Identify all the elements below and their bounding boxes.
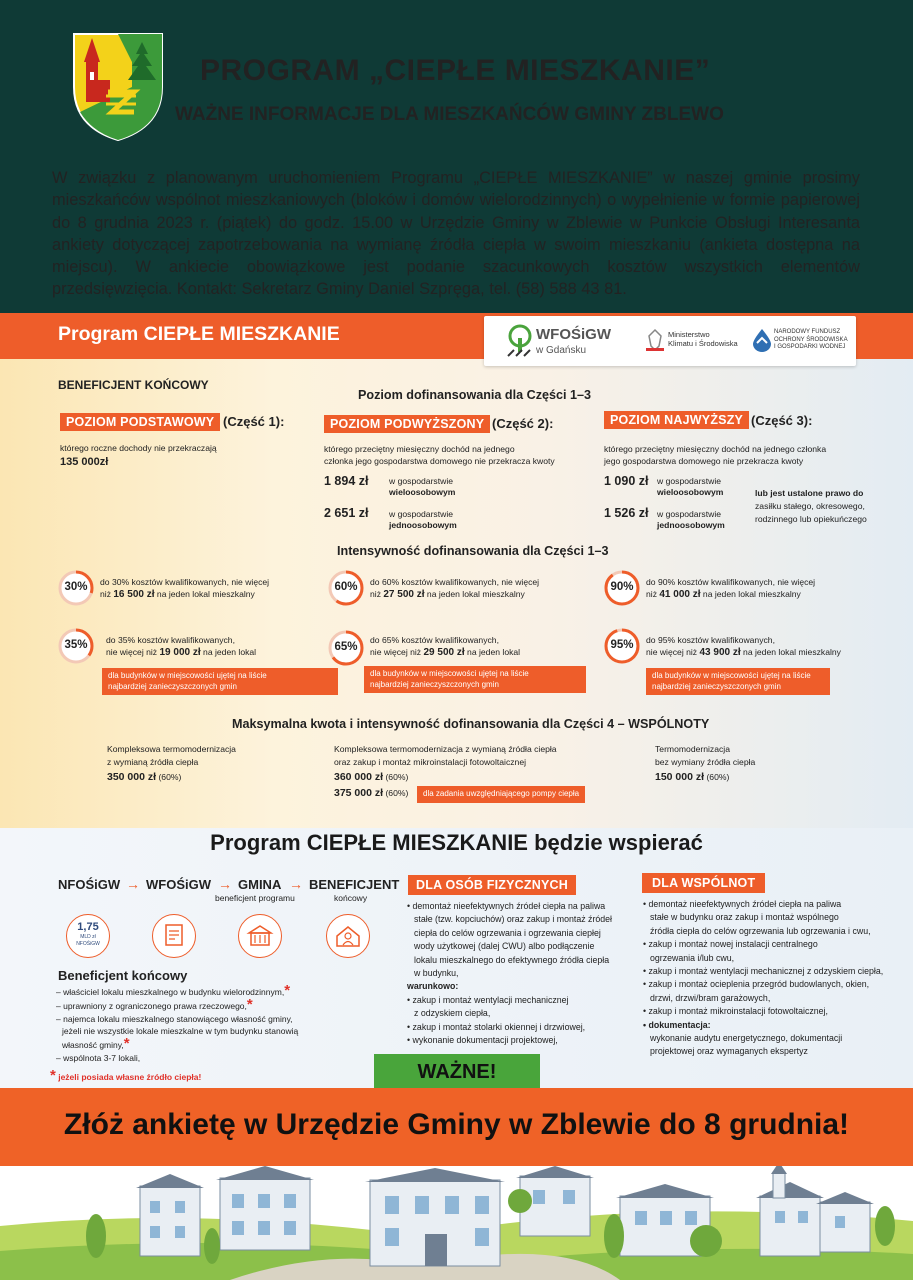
int-90-pre: niż: [646, 589, 660, 599]
int-95-post: na jeden lokal mieszkalny: [740, 647, 841, 657]
raised-hh-multi-b: wieloosobowym: [389, 487, 456, 497]
int-95-line2: [646, 646, 841, 660]
part4-col2-line2: oraz zakup i montaż mikroinstalacji fotowoltaicznej: [334, 757, 527, 767]
part4-col3-line1: Termomodernizacja: [655, 744, 730, 754]
int-35-tag-line2: najbardziej zanieczyszczonych gmin: [108, 681, 237, 691]
int-95-line1: do 95% kosztów kwalifikowanych,: [646, 635, 775, 645]
bk-item-3b: jeżeli nie wszystkie lokale mieszkalne w tym budynku stanowią: [62, 1026, 299, 1037]
part4-col1-value: [107, 771, 181, 783]
flow-benef-sub: końcowy: [334, 893, 368, 903]
callout-text: Złóż ankietę w Urzędzie Gminy w Zblewie do 8 grudnia!: [63, 1108, 850, 1141]
persons-item: ciepła do celów ogrzewania i ogrzewania ciepłej: [414, 927, 601, 938]
circle-amount: 1,75: [77, 921, 99, 933]
bk-item-1-star: *: [284, 982, 291, 999]
wfos-logo: [506, 324, 626, 360]
basic-level-desc: którego roczne dochody nie przekraczają: [60, 443, 217, 453]
int-65-post: na jeden lokal: [464, 647, 521, 657]
int-35-tag-line1: dla budynków w miejscowości ujętej na liście: [108, 671, 267, 680]
pct-65: 65%: [334, 641, 358, 653]
document-circle: [152, 914, 196, 958]
ministry-logo: [646, 326, 746, 356]
highest-hh-single-b: jednoosobowym: [657, 520, 725, 530]
int-35-line1: do 35% kosztów kwalifikowanych,: [106, 635, 235, 645]
part4-heading: Maksymalna kwota i intensywność dofinansowania dla Części 4 – WSPÓLNOTY: [232, 717, 710, 731]
bk-footnote: [50, 1067, 201, 1084]
comm-item: • zakup i montaż mikroinstalacji fotowoltaicznej,: [643, 1006, 828, 1017]
highest-amount-multi: 1 090 zł: [604, 474, 649, 488]
part4-col1-amount: 350 000 zł: [107, 771, 157, 783]
raised-hh-single-b: jednoosobowym: [389, 520, 457, 530]
int-95-pre: nie więcej niż: [646, 647, 700, 657]
comm-item: drzwi, drzwi/bram garażowych,: [650, 992, 771, 1003]
int-35-amount: 19 000 zł: [159, 647, 201, 658]
int-30-line2: [100, 588, 255, 602]
persons-item: lokalu mieszkalnego do efektywnego źródła ciepła: [414, 954, 610, 965]
town-hall-icon: [239, 915, 281, 957]
persons-item: • demontaż nieefektywnych źródeł ciepła na paliwa: [407, 901, 606, 911]
int-35-pre: nie więcej niż: [106, 647, 160, 657]
int-60-line1: do 60% kosztów kwalifikowanych, nie więcej: [370, 577, 540, 587]
flow-arrow-3: →: [289, 876, 303, 892]
footnote-star: *: [50, 1067, 56, 1084]
wfos-name: WFOŚiGW: [536, 326, 611, 343]
highest-extra3: rodzinnego lub opiekuńczego: [755, 514, 867, 524]
part4-col2-pct1: (60%): [385, 772, 409, 782]
comm-item: • zakup i montaż wentylacji mechanicznej z odzyskiem ciepła,: [643, 966, 884, 977]
nfos-line1: NARODOWY FUNDUSZ: [774, 329, 841, 335]
raised-hh-multi-a: w gospodarstwie: [389, 476, 454, 486]
int-65-pre: nie więcej niż: [370, 647, 424, 657]
highest-extra2: zasiłku stałego, okresowego,: [755, 501, 865, 511]
bk-item-4: – wspólnota 3-7 lokali,: [56, 1052, 141, 1063]
intensity-item-65: [328, 630, 588, 700]
intensity-item-95: [604, 628, 874, 698]
comm-item: wykonanie audytu energetycznego, dokumentacji: [650, 1033, 843, 1044]
persons-item: stałe (tzw. kopciuchów) oraz zakup i montaż źródeł: [414, 914, 613, 925]
int-90-amount: 41 000 zł: [659, 589, 701, 600]
circle-unit: MLD zł: [80, 934, 96, 940]
bk-item-3: – najemca lokalu mieszkalnego stanowiącego własność gminy,: [56, 1013, 293, 1024]
persons-item: warunkowo:: [407, 981, 459, 992]
basic-level-label: POZIOM PODSTAWOWY: [60, 413, 220, 431]
beneficiary-heading: BENEFICJENT KOŃCOWY: [58, 378, 209, 392]
part4-col2-value2: [334, 787, 408, 799]
wfos-city: w Gdańsku: [536, 345, 587, 356]
flow-gmina-sub: beneficjent programu: [215, 893, 295, 903]
home-person-icon: [327, 915, 369, 957]
levels-heading: Poziom dofinansowania dla Części 1–3: [358, 388, 592, 402]
tree-icon: [506, 324, 534, 358]
important-banner: WAŻNE!: [374, 1054, 540, 1088]
comm-item: • zakup i montaż ocieplenia przegród budowlanych, okien,: [643, 979, 870, 990]
part4-heatpump-tag: dla zadania uwzględniającego pompy ciepła: [417, 786, 585, 803]
part4-col1-pct: (60%): [158, 772, 182, 782]
intro-paragraph: W związku z planowanym uruchomieniem Programu „CIEPŁE MIESZKANIE” w naszej gminie prosimy mieszkańców wspólnot mieszkaniowych (bloków i domów wielorodzinnych) o wypełnienie w formie papierowej do 8 grudnia 2023 r. (piątek) do godz. 15.00 w Urzędzie Gminy w Zblewie w Punkcie Obsługi Interesanta ankiety dotyczącej zapotrzebowania na wymianę źródła ciepła w swoim mieszkaniu (ankieta dostępna na miejscu). W ankiecie obowiązkowe jest podanie szacunkowych kosztów wszystkich elementów przedsięwzięcia. Kontakt: Sekretarz Gminy Daniel Szpręga, tel. (58) 588 43 81.: [52, 169, 860, 299]
pct-90: 90%: [610, 581, 634, 593]
flow-beneficiary: BENEFICJENT: [309, 877, 400, 892]
persons-item: • zakup i montaż stolarki okiennej i drzwiowej,: [407, 1021, 586, 1032]
part4-col3-amount: 150 000 zł: [655, 771, 705, 783]
highest-level-part: (Część 3):: [751, 413, 813, 428]
int-95-tag-line2: najbardziej zanieczyszczonych gmin: [652, 681, 781, 691]
intensity-heading: Intensywność dofinansowania dla Części 1–3: [337, 544, 609, 558]
int-60-pre: niż: [370, 589, 384, 599]
part4-col1-line2: z wymianą źródła ciepła: [107, 757, 199, 767]
bk-title: Beneficjent końcowy: [58, 968, 188, 983]
int-35-post: na jeden lokal: [200, 647, 257, 657]
part4-col3-pct: (60%): [706, 772, 730, 782]
intensity-item-35: [58, 628, 318, 698]
int-30-post: na jeden lokal mieszkalny: [154, 589, 255, 599]
raised-level-part: (Część 2):: [492, 416, 554, 431]
bk-item-2-text: – uprawniony z ograniczonego prawa rzeczowego,: [56, 1000, 247, 1011]
int-65-tag: [364, 666, 586, 693]
nfos-line3: I GOSPODARKI WODNEJ: [774, 344, 846, 350]
bk-item-1: [56, 982, 298, 999]
flow-arrow-2: →: [218, 876, 232, 892]
flow-gmina: GMINA: [238, 877, 282, 892]
flow-nfos: NFOŚiGW: [58, 877, 121, 892]
comm-item: • dokumentacja:: [643, 1019, 711, 1030]
communities-list: [643, 898, 908, 1059]
raised-amount-multi: 1 894 zł: [324, 474, 369, 488]
persons-label: DLA OSÓB FIZYCZNYCH: [408, 875, 576, 895]
ministry-line1: Ministerstwo: [668, 330, 710, 339]
part4-col2-line1: Kompleksowa termomodernizacja z wymianą źródła ciepła: [334, 744, 557, 754]
int-60-amount: 27 500 zł: [383, 589, 425, 600]
support-title: Program CIEPŁE MIESZKANIE będzie wspierać: [210, 830, 703, 855]
int-65-amount: 29 500 zł: [423, 647, 465, 658]
int-35-tag: [102, 668, 338, 695]
bk-item-3c-text: własność gminy,: [62, 1040, 124, 1051]
pct-60: 60%: [334, 581, 358, 593]
highest-level-label: POZIOM NAJWYŻSZY: [604, 411, 749, 429]
int-90-line1: do 90% kosztów kwalifikowanych, nie więcej: [646, 577, 816, 587]
persons-item: z odzyskiem ciepła,: [414, 1008, 491, 1019]
flow-arrow-1: →: [126, 876, 140, 892]
comm-item: • demontaż nieefektywnych źródeł ciepła na paliwa: [643, 899, 842, 909]
bk-item-3c: [56, 1035, 298, 1053]
intensity-item-30: [58, 570, 318, 610]
persons-item: wody użytkowej (dalej CWU) albo podłączenie: [414, 941, 595, 952]
program-bar-title: Program CIEPŁE MIESZKANIE: [58, 323, 340, 345]
communities-label: DLA WSPÓLNOT: [642, 873, 765, 893]
persons-list: [407, 900, 637, 1047]
highest-hh-single-a: w gospodarstwie: [657, 509, 722, 519]
int-35-line2: [106, 646, 256, 660]
pct-95: 95%: [610, 639, 634, 651]
raised-level-label: POZIOM PODWYŻSZONY: [324, 415, 490, 433]
town-illustration: [0, 1166, 913, 1280]
funding-amount-circle: [66, 914, 110, 958]
page-title: PROGRAM „CIEPŁE MIESZKANIE”: [200, 54, 711, 87]
persons-item: • zakup i montaż wentylacji mechanicznej: [407, 994, 569, 1005]
pct-30: 30%: [64, 581, 88, 593]
int-65-line2: [370, 646, 520, 660]
bk-item-2-star: *: [246, 995, 253, 1013]
partner-logos: [484, 316, 856, 366]
part4-col1-line1: Kompleksowa termomodernizacja: [107, 744, 236, 754]
int-90-post: na jeden lokal mieszkalny: [700, 589, 801, 599]
highest-hh-multi-b: wieloosobowym: [657, 487, 724, 497]
footnote-text: jeżeli posiada własne źródło ciepła!: [58, 1072, 202, 1082]
highest-amount-single: 1 526 zł: [604, 506, 649, 520]
highest-level-desc1: którego przeciętny miesięczny dochód na jednego członka: [604, 444, 827, 454]
bk-item-1-text: – właściciel lokalu mieszkalnego w budynku wielorodzinnym,: [56, 987, 285, 997]
bk-list: [56, 982, 299, 1065]
highest-hh-multi-a: w gospodarstwie: [657, 476, 722, 486]
intensity-item-90: [604, 570, 864, 610]
int-30-line1: do 30% kosztów kwalifikowanych, nie więcej: [100, 577, 270, 587]
highest-level-desc2: jego gospodarstwa domowego nie przekracza kwoty: [604, 456, 804, 466]
comm-item: stałe w budynku oraz zakup i montaż wspólnego: [650, 912, 839, 923]
comm-item: ogrzewania i/lub cwu,: [650, 952, 735, 963]
raised-amount-single: 2 651 zł: [324, 506, 369, 520]
bk-item-2: [56, 995, 298, 1013]
nfos-line2: OCHRONY ŚRODOWISKA: [774, 336, 848, 343]
part4-col2-amount2: 375 000 zł: [334, 787, 384, 799]
coat-of-arms-icon: [72, 32, 164, 142]
part4-col2-pct2: (60%): [385, 788, 409, 798]
int-65-tag-line1: dla budynków w miejscowości ujętej na liście: [370, 669, 529, 678]
basic-level-amount: 135 000zł: [60, 456, 109, 468]
bk-item-3-star: *: [123, 1035, 130, 1053]
int-30-pre: niż: [100, 589, 114, 599]
nfos-logo: [752, 326, 856, 356]
int-95-tag: [646, 668, 830, 695]
raised-hh-single-a: w gospodarstwie: [389, 509, 454, 519]
comm-item: źródła ciepła do celów ogrzewania lub ogrzewania i cwu,: [650, 925, 871, 936]
part4-col3-value: [655, 771, 729, 783]
part4-col2-amount1: 360 000 zł: [334, 771, 384, 783]
int-30-amount: 16 500 zł: [113, 589, 155, 600]
int-90-line2: [646, 588, 801, 602]
persons-item: w budynku,: [414, 968, 459, 979]
int-65-tag-line2: najbardziej zanieczyszczonych gmin: [370, 679, 499, 689]
int-95-tag-line1: dla budynków w miejscowości ujętej na liście: [652, 671, 811, 680]
nfos-drop-icon: [752, 328, 772, 352]
pct-35: 35%: [64, 639, 88, 651]
raised-level-desc1: którego przeciętny miesięczny dochód na jednego: [324, 444, 515, 454]
ministry-line2: Klimatu i Środowiska: [668, 339, 738, 348]
int-95-amount: 43 900 zł: [699, 647, 741, 658]
flow-wfos: WFOŚiGW: [146, 877, 211, 892]
comm-item: projektowej oraz wymaganych ekspertyz: [650, 1046, 808, 1057]
part4-col3-line2: bez wymiany źródła ciepła: [655, 757, 756, 767]
persons-item: • wykonanie dokumentacji projektowej,: [407, 1035, 558, 1046]
basic-level-part: (Część 1):: [223, 414, 285, 429]
int-65-line1: do 65% kosztów kwalifikowanych,: [370, 635, 499, 645]
intensity-item-60: [328, 570, 588, 610]
eagle-icon: [646, 328, 664, 352]
page-subtitle: WAŻNE INFORMACJE DLA MIESZKAŃCÓW GMINY ZBLEWO: [175, 104, 724, 125]
beneficiary-circle: [326, 914, 370, 958]
raised-level-desc2: członka jego gospodarstwa domowego nie przekracza kwoty: [324, 456, 555, 466]
int-60-line2: [370, 588, 525, 602]
int-60-post: na jeden lokal mieszkalny: [424, 589, 525, 599]
document-icon: [153, 915, 195, 957]
part4-col2-value1: [334, 771, 408, 783]
town-hall-circle: [238, 914, 282, 958]
highest-extra1: lub jest ustalone prawo do: [755, 488, 864, 498]
comm-item: • zakup i montaż nowej instalacji centralnego: [643, 939, 818, 950]
circle-source: NFOŚiGW: [76, 941, 100, 947]
